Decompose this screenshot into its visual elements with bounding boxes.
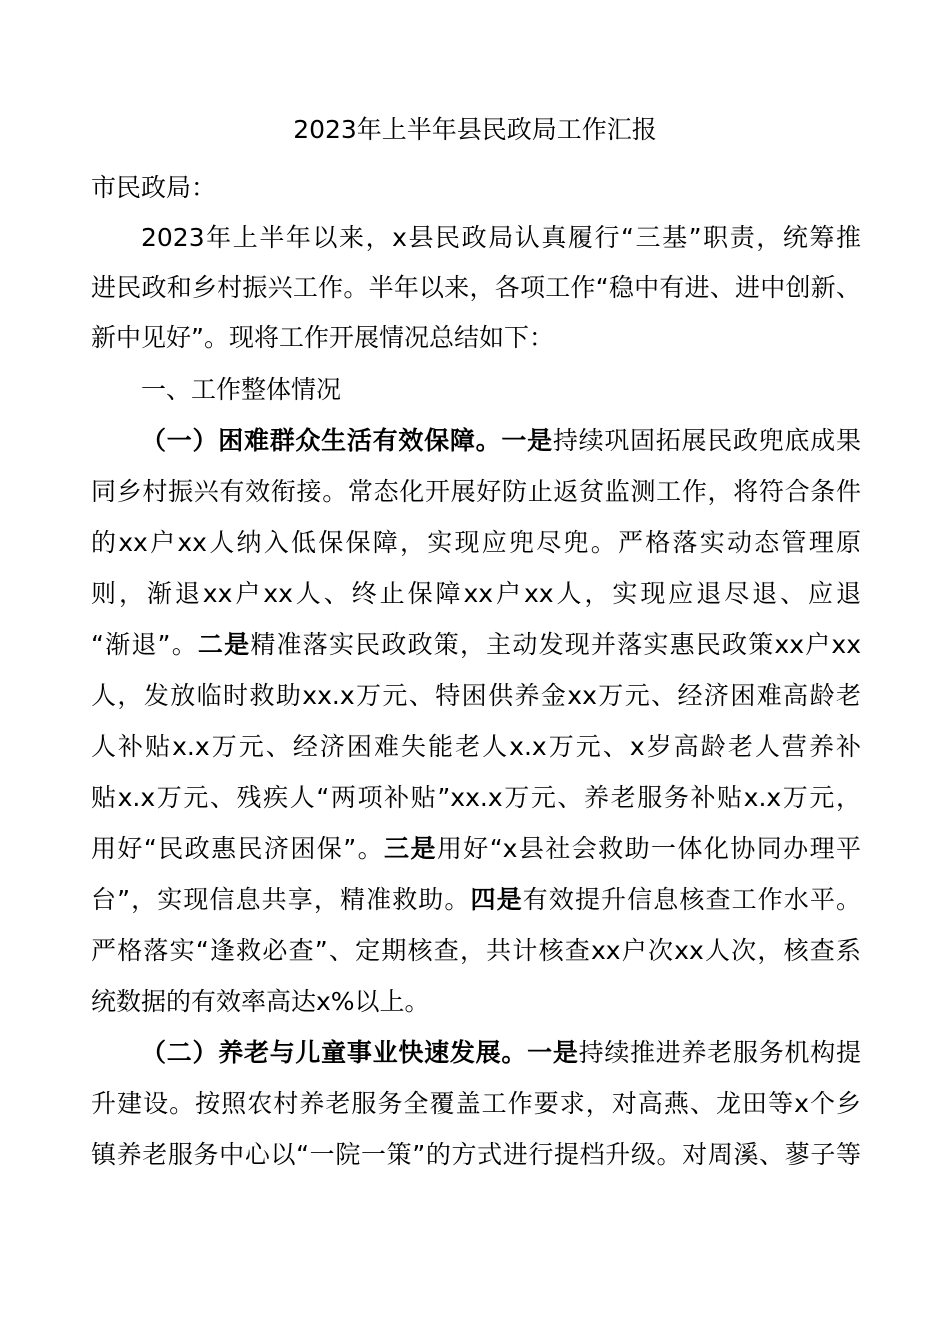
item-marker: 四是 <box>470 885 523 914</box>
intro-paragraph-line: 2023年上半年以来，x县民政局认真履行“三基”职责，统筹推 <box>141 223 861 252</box>
paragraph-line: 镇养老服务中心以“一院一策”的方式进行提档升级。对周溪、蓼子等 <box>91 1140 861 1169</box>
line-text: 用好“民政惠民济困保”。 <box>91 834 385 863</box>
line-text: 持续推进养老服务机构提 <box>578 1038 861 1067</box>
paragraph-line: 的xx户xx人纳入低保保障，实现应兜尽兜。严格落实动态管理原 <box>91 528 861 557</box>
intro-paragraph-line: 新中见好”。现将工作开展情况总结如下： <box>91 323 554 352</box>
item-marker: 一是 <box>501 426 553 455</box>
paragraph-line <box>141 421 861 461</box>
salutation: 市民政局： <box>91 173 217 202</box>
line-text: 持续巩固拓展民政兜底成果 <box>552 426 861 455</box>
subsection-heading: （一）困难群众生活有效保障。 <box>141 426 502 455</box>
section-heading: 一、工作整体情况 <box>141 375 342 404</box>
intro-paragraph-line: 进民政和乡村振兴工作。半年以来，各项工作“稳中有进、进中创新、 <box>91 273 861 302</box>
paragraph-line <box>91 829 861 869</box>
subsection-heading: （二）养老与儿童事业快速发展。 <box>141 1038 528 1067</box>
paragraph-line <box>91 880 861 920</box>
line-text: “渐退”。 <box>91 630 198 659</box>
line-text: 有效提升信息核查工作水平。 <box>522 885 861 914</box>
item-marker: 一是 <box>527 1038 579 1067</box>
paragraph-line: 人，发放临时救助xx.x万元、特困供养金xx万元、经济困难高龄老 <box>91 681 861 710</box>
paragraph-line: 同乡村振兴有效衔接。常态化开展好防止返贫监测工作，将符合条件 <box>91 477 861 506</box>
line-text: 用好“x县社会救助一体化协同办理平 <box>436 834 861 863</box>
paragraph-line: 贴x.x万元、残疾人“两项补贴”xx.x万元、养老服务补贴x.x万元， <box>91 783 861 812</box>
paragraph-line: 则，渐退xx户xx人、终止保障xx户xx人，实现应退尽退、应退 <box>91 579 861 608</box>
paragraph-line: 升建设。按照农村养老服务全覆盖工作要求，对高燕、龙田等x个乡 <box>91 1089 861 1118</box>
document-title: 2023年上半年县民政局工作汇报 <box>293 115 657 144</box>
paragraph-line <box>91 625 861 665</box>
paragraph-line <box>141 1033 861 1073</box>
paragraph-line: 严格落实“逢救必查”、定期核查，共计核查xx户次xx人次，核查系 <box>91 936 861 965</box>
item-marker: 三是 <box>384 834 437 863</box>
paragraph-line: 统数据的有效率高达x%以上。 <box>91 987 430 1016</box>
paragraph-line: 人补贴x.x万元、经济困难失能老人x.x万元、x岁高龄老人营养补 <box>91 732 861 761</box>
line-text: 精准落实民政政策，主动发现并落实惠民政策xx户xx <box>250 630 861 659</box>
item-marker: 二是 <box>197 630 251 659</box>
line-text: 台”，实现信息共享，精准救助。 <box>91 885 471 914</box>
